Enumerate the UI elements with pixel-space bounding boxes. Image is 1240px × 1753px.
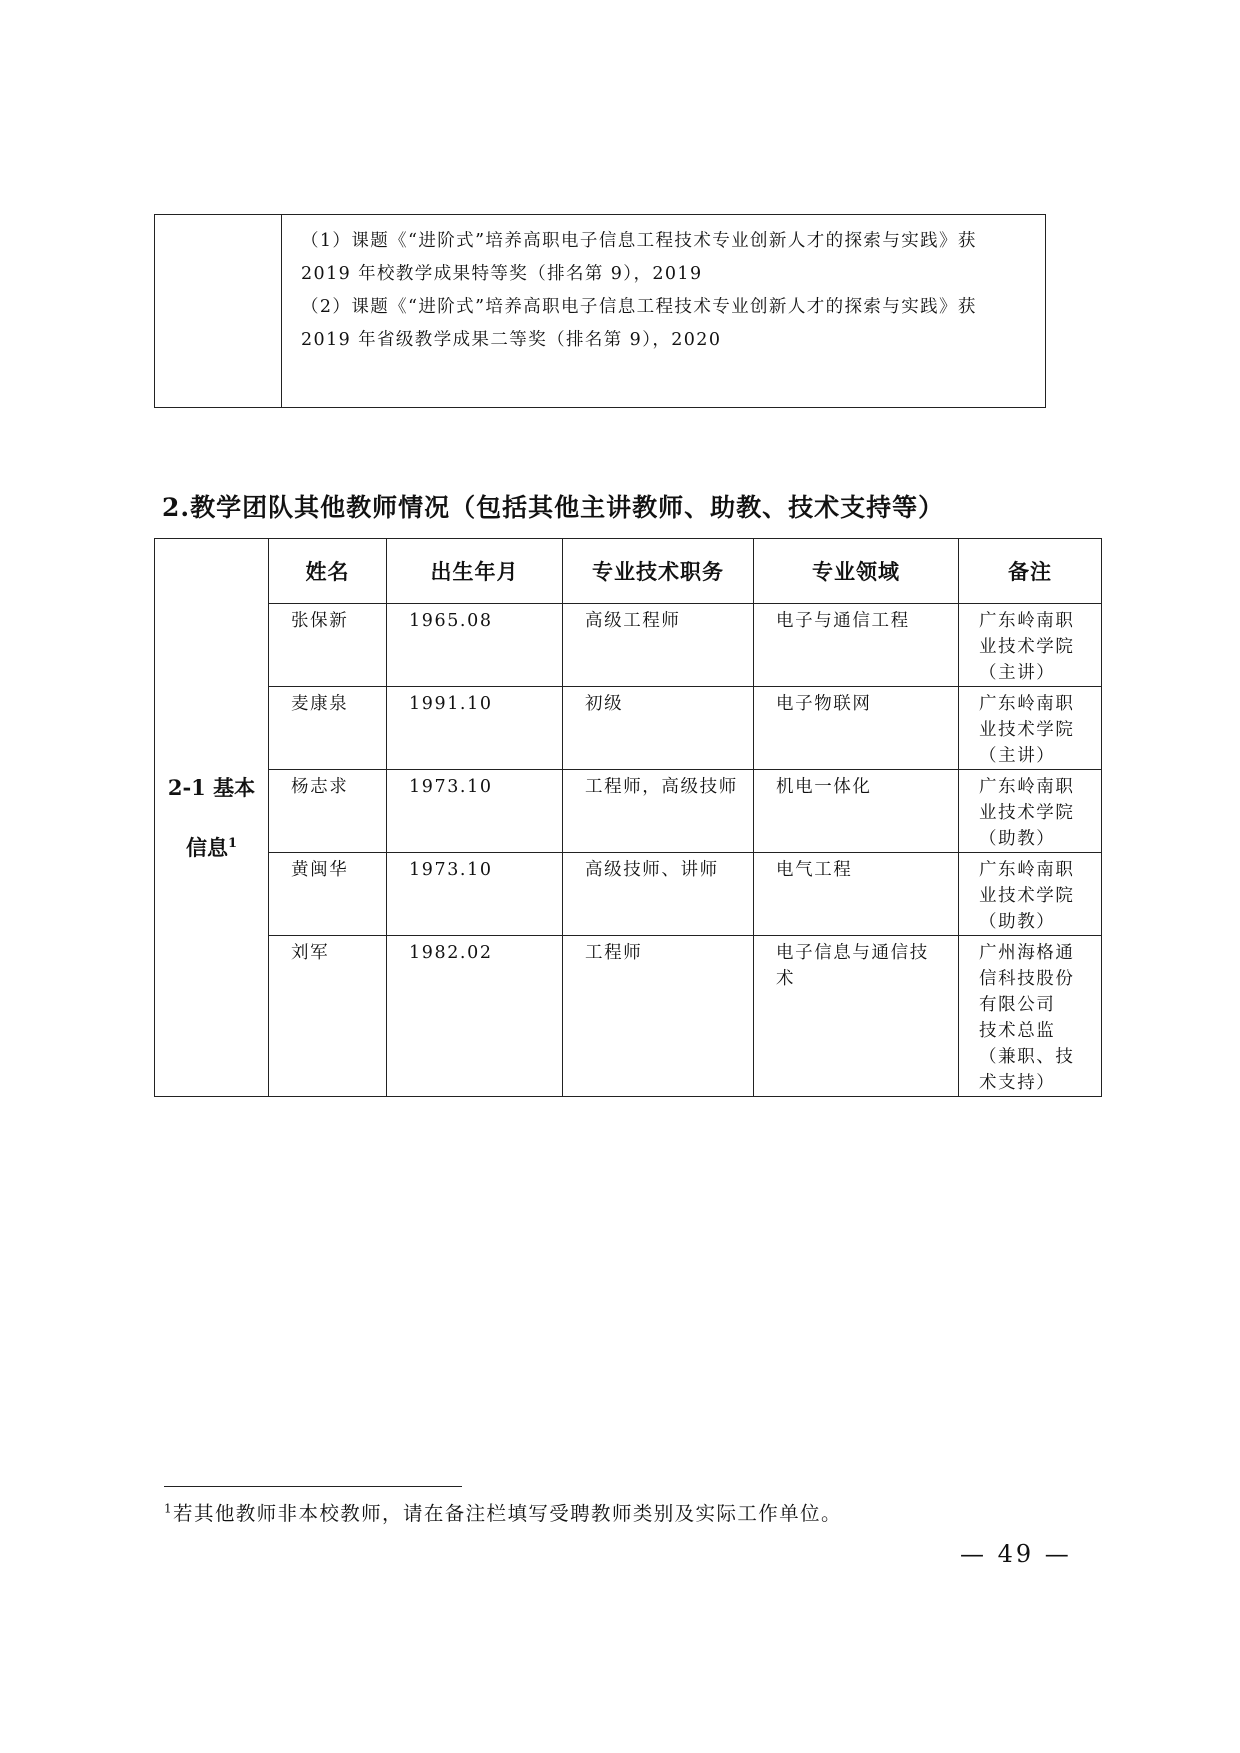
row-label-line: 2-1 基本	[167, 774, 256, 800]
row-label-basic-info	[155, 539, 269, 1097]
cell-birth: 1991.10	[387, 687, 563, 770]
team-table	[154, 538, 1102, 1097]
header-title: 专业技术职务	[563, 539, 754, 604]
achievement-line: 2019 年校教学成果特等奖（排名第 9），2019	[301, 264, 703, 284]
cell-name: 刘军	[269, 936, 387, 1097]
cell-field: 电子与通信工程	[754, 604, 959, 687]
cell-title: 高级工程师	[563, 604, 754, 687]
cell-field: 电子物联网	[754, 687, 959, 770]
section-heading: 2.教学团队其他教师情况（包括其他主讲教师、助教、技术支持等）	[162, 493, 945, 522]
table-row	[155, 853, 1102, 936]
footnote	[164, 1498, 842, 1526]
cell-birth: 1973.10	[387, 770, 563, 853]
table-row	[155, 770, 1102, 853]
table-row	[155, 604, 1102, 687]
header-note: 备注	[959, 539, 1102, 604]
cell-name: 黄闽华	[269, 853, 387, 936]
cell-note: 广州海格通 信科技股份 有限公司 技术总监 （兼职、技 术支持）	[959, 936, 1102, 1097]
cell-note: 广东岭南职 业技术学院 （助教）	[959, 853, 1102, 936]
table-row	[155, 687, 1102, 770]
cell-birth: 1973.10	[387, 853, 563, 936]
cell-birth: 1965.08	[387, 604, 563, 687]
footnote-divider	[164, 1486, 462, 1487]
page-number: — 49 —	[960, 1540, 1072, 1568]
cell-title: 初级	[563, 687, 754, 770]
cell-birth: 1982.02	[387, 936, 563, 1097]
achievements-label-cell	[155, 215, 282, 407]
cell-name: 张保新	[269, 604, 387, 687]
footnote-ref: 1	[227, 835, 238, 851]
cell-title: 工程师	[563, 936, 754, 1097]
cell-field: 机电一体化	[754, 770, 959, 853]
row-label-line: 信息$^1$	[185, 834, 238, 860]
cell-note: 广东岭南职 业技术学院 （助教）	[959, 770, 1102, 853]
cell-title: 高级技师、讲师	[563, 853, 754, 936]
achievements-table	[154, 214, 1046, 408]
footnote-text: 若其他教师非本校教师，请在备注栏填写受聘教师类别及实际工作单位。	[173, 1502, 842, 1525]
cell-field: 电气工程	[754, 853, 959, 936]
header-name: 姓名	[269, 539, 387, 604]
header-birth: 出生年月	[387, 539, 563, 604]
footnote-mark: 1	[164, 1501, 174, 1516]
cell-field: 电子信息与通信技术	[754, 936, 959, 1097]
table-header-row	[155, 539, 1102, 604]
cell-title: 工程师，高级技师	[563, 770, 754, 853]
header-field: 专业领域	[754, 539, 959, 604]
cell-note: 广东岭南职 业技术学院 （主讲）	[959, 687, 1102, 770]
achievement-line: （2）课题《“进阶式”培养高职电子信息工程技术专业创新人才的探索与实践》获	[301, 297, 977, 317]
cell-note: 广东岭南职 业技术学院 （主讲）	[959, 604, 1102, 687]
achievement-line: （1）课题《“进阶式”培养高职电子信息工程技术专业创新人才的探索与实践》获	[301, 231, 977, 251]
achievement-line: 2019 年省级教学成果二等奖（排名第 9），2020	[301, 330, 722, 350]
table-row	[155, 936, 1102, 1097]
cell-name: 杨志求	[269, 770, 387, 853]
cell-name: 麦康泉	[269, 687, 387, 770]
achievements-content	[301, 225, 1037, 357]
